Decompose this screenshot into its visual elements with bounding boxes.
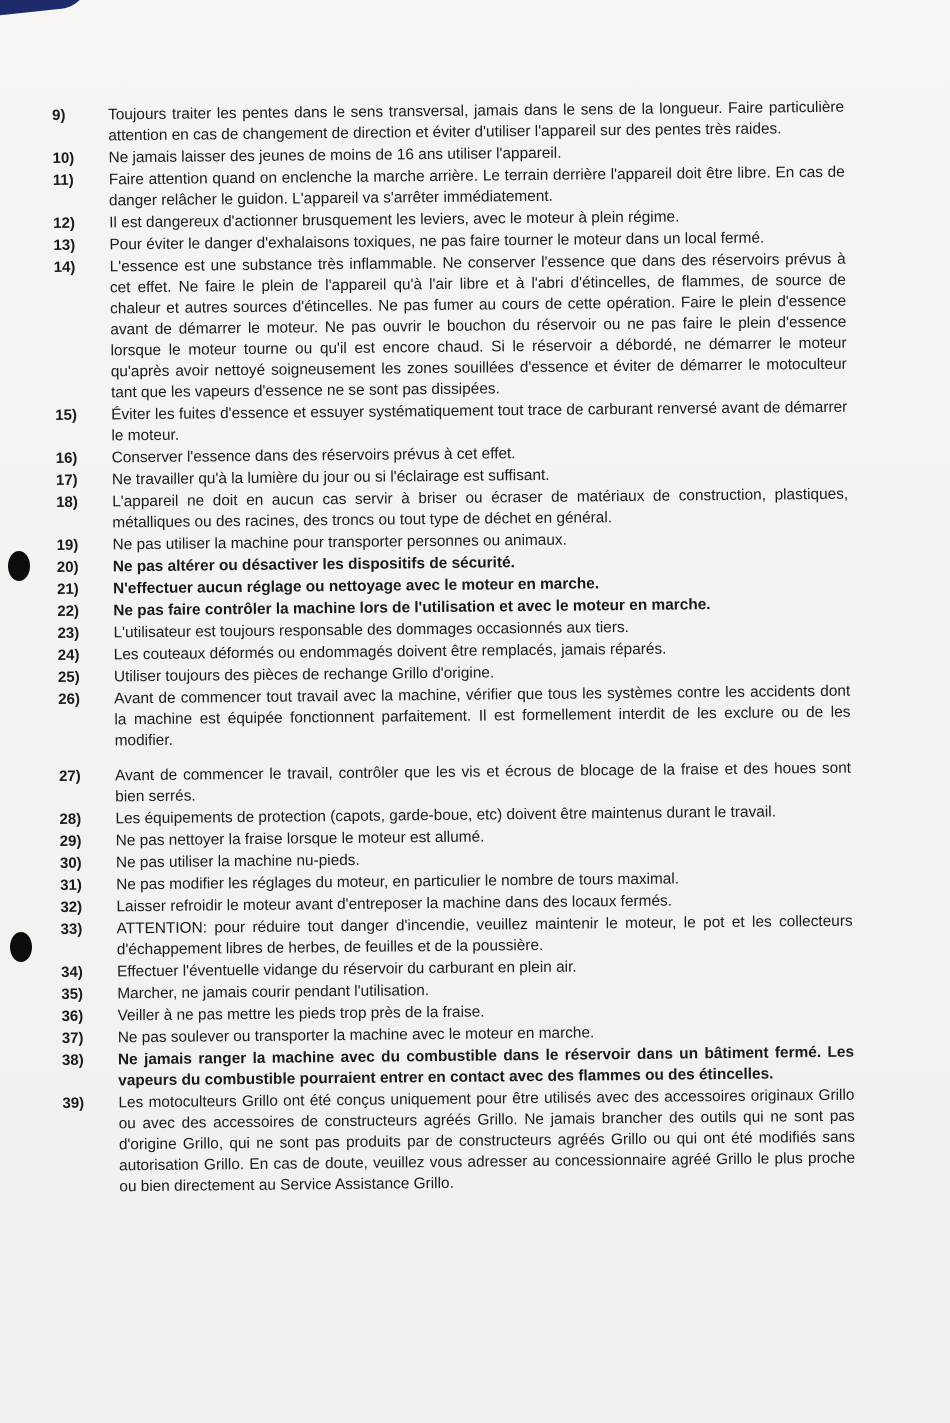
item-number: 14) [53,258,76,276]
item-text: Les couteaux déformés ou endommagés doivent être remplacés, jamais réparés. [113,640,667,664]
item-number: 18) [56,493,78,511]
item-number: 31) [60,876,82,894]
item-number: 12) [53,214,76,232]
item-text: Ne pas altérer ou désactiver les dispositifs de sécurité. [112,554,515,576]
item-number: 25) [57,668,80,686]
item-number: 39) [62,1094,85,1112]
item-text: Ne pas utiliser la machine pour transporter personnes ou animaux. [112,531,567,554]
item-text: Ne pas nettoyer la fraise lorsque le moteur est allumé. [115,828,485,850]
item-text: Ne travailler qu'à la lumière du jour ou si l'éclairage est suffisant. [111,466,550,489]
item-number: 29) [59,832,82,850]
item-text: L'utilisateur est toujours responsable des dommages occasionnés aux tiers. [113,618,629,642]
item-text: Ne pas faire contrôler la machine lors de l'utilisation et avec le moteur en marche. [113,596,711,620]
item-number: 37) [61,1029,84,1047]
item-text: L'appareil ne doit en aucun cas servir à briser ou écraser de matériaux de construction, plastiques, métalliques ou des racines, des troncs ou tout type de déchet en général. [112,485,849,532]
item-text: Ne pas utiliser la machine nu-pieds. [115,851,360,872]
item-number: 32) [60,898,83,916]
item-number: 27) [58,767,81,785]
list-item [53,162,845,212]
item-text: Avant de commencer tout travail avec la machine, vérifier que tous les systèmes contre les accidents dont la machine est équipée fonctionnent parfaitement. Il est formellement interdit de les exclure ou de les modifier. [114,682,851,750]
item-number: 19) [56,536,79,554]
item-text: Ne pas modifier les réglages du moteur, en particulier le nombre de tours maximal. [116,870,680,894]
punch-hole [10,932,32,962]
item-text: Conserver l'essence dans des réservoirs prévus à cet effet. [111,445,516,467]
item-text: Les motoculteurs Grillo ont été conçus uniquement pour être utilisés avec des accessoires originaux Grillo ou avec des accessoires de constructeurs agréés Grillo. Ne jamais brancher des outils qui ne sont pas d'origine Grillo, qui ne sont pas produits par de constructeurs agréés Grillo ou qui ont été modifiés sans autorisation Grillo. En cas de doute, veuillez vous adresser au concessionnaire agréé Grillo le plus proche ou bien directement au Service Assistance Grillo. [118,1086,856,1196]
list-item [61,911,853,961]
item-number: 13) [53,236,76,254]
item-number: 34) [60,963,83,981]
item-text: Toujours traiter les pentes dans le sens transversal, jamais dans le sens de la longueur. Faire particulière attention en cas de changement de direction et éviter d'utiliser l'appareil sur des pentes très raides. [108,98,845,145]
item-text: Avant de commencer le travail, contrôler que les vis et écrous de blocage de la fraise et des houes sont bien serrés. [114,759,852,806]
list-item [62,1085,855,1198]
list-item [54,249,847,404]
safety-instructions-list [52,97,855,1199]
list-item [52,97,844,147]
item-number: 30) [59,854,82,872]
list-item [56,484,848,534]
item-number: 38) [61,1051,84,1069]
item-number: 33) [60,920,83,938]
item-number: 24) [57,646,80,664]
item-text: Ne pas soulever ou transporter la machine avec le moteur en marche. [117,1024,595,1047]
item-text: L'essence est une substance très inflammable. Ne conserver l'essence que dans des réservoirs prévus à cet effet. Ne faire le plein de l'appareil qu'à l'air libre et à l'abri d'étincelles, de flammes, de source de chaleur et autres sources d'étincelles. Ne pas fumer au cours de cette opération. Faire le plein d'essence avant de démarrer le moteur. Ne pas ouvrir le bouchon du réservoir ou ne pas faire le plein d'essence lorsque le moteur tourne ou qu'il est encore chaud. Si le réservoir a débordé, ne démarrer le moteur qu'après avoir nettoyé soigneusement les zones souillées d'essence et éviter de démarrer le motoculteur tant que les vapeurs d'essence ne se sont pas dissipées. [109,250,847,402]
item-number: 36) [61,1007,84,1025]
item-text: Utiliser toujours des pièces de rechange Grillo d'origine. [113,664,495,686]
item-number: 10) [52,149,75,167]
item-text: Faire attention quand on enclenche la marche arrière. Le terrain derrière l'appareil doit être libre. En cas de danger relâcher le guidon. L'appareil va s'arrêter immédiatement. [108,163,845,210]
item-text: Il est dangereux d'actionner brusquement les leviers, avec le moteur à plein régime. [109,208,680,232]
item-text: Effectuer l'éventuelle vidange du réservoir du carburant en plein air. [116,958,577,981]
item-number: 17) [55,471,78,489]
item-text: ATTENTION: pour réduire tout danger d'incendie, veuillez maintenir le moteur, le pot et les collecteurs d'échappement libres de herbes, de feuilles et de la poussière. [116,912,853,959]
item-text: N'effectuer aucun réglage ou nettoyage avec le moteur en marche. [112,575,600,598]
item-number: 11) [52,171,74,189]
item-number: 28) [59,810,82,828]
punch-hole [8,551,30,581]
item-text: Les équipements de protection (capots, garde-boue, etc) doivent être maintenus durant le travail. [115,803,777,828]
item-number: 22) [57,602,80,620]
item-text: Veiller à ne pas mettre les pieds trop près de la fraise. [117,1003,485,1025]
item-text: Laisser refroidir le moteur avant d'entreposer la machine dans des locaux fermés. [116,892,673,916]
list-item [55,397,847,447]
item-text: Pour éviter le danger d'exhalaisons toxiques, ne pas faire tourner le moteur dans un local fermé. [109,229,765,254]
item-number: 15) [55,406,78,424]
item-number: 26) [58,690,81,708]
item-number: 21) [56,580,79,598]
item-number: 16) [55,449,78,467]
item-text: Ne jamais ranger la machine avec du combustible dans le réservoir dans un bâtiment fermé. Les vapeurs du combustible pourraient entrer en contact avec des flammes ou des étincelles. [117,1043,855,1090]
item-text: Ne jamais laisser des jeunes de moins de 16 ans utiliser l'appareil. [108,144,562,167]
corner-mark [0,0,91,18]
item-number: 9) [52,106,66,124]
item-number: 20) [56,558,79,576]
list-item [58,681,851,752]
item-number: 23) [57,624,80,642]
list-item [59,758,851,808]
item-number: 35) [61,985,84,1003]
item-text: Éviter les fuites d'essence et essuyer systématiquement tout trace de carburant renversé avant de démarrer le moteur. [111,398,848,445]
list-item [62,1042,854,1092]
item-text: Marcher, ne jamais courir pendant l'utilisation. [117,982,430,1003]
